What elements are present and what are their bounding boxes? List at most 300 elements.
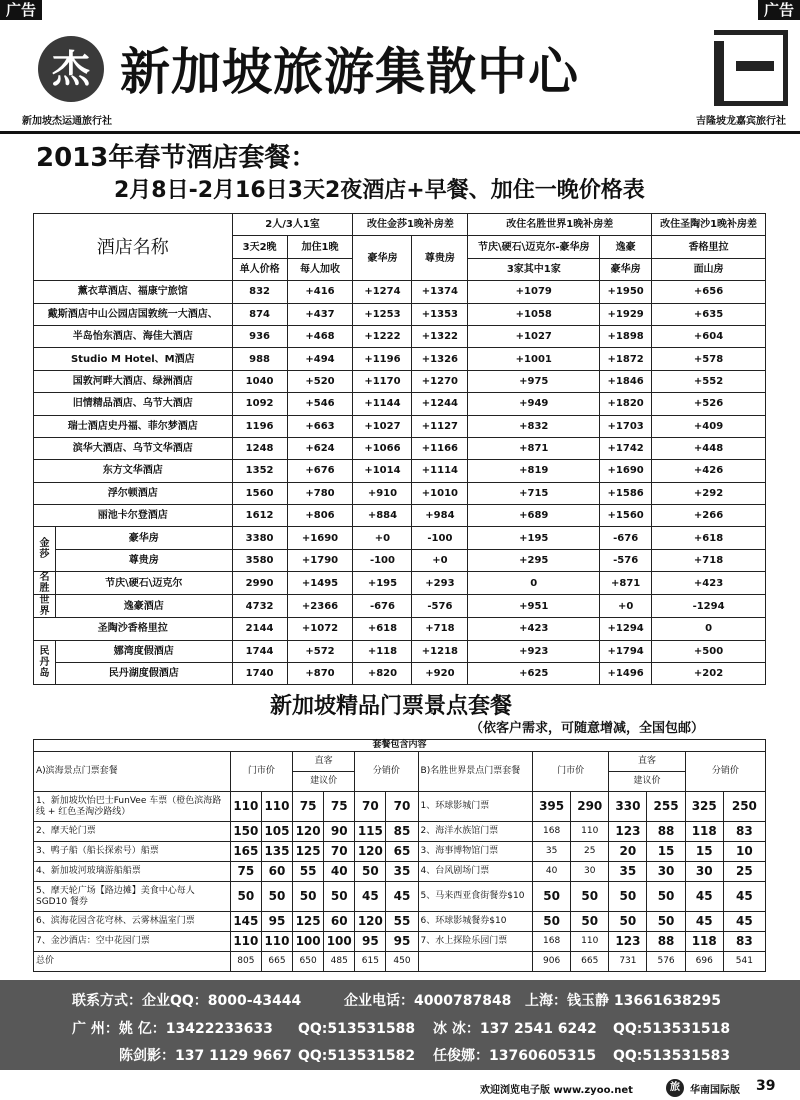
package-b-item: 7、水上探险乐园门票: [418, 932, 532, 952]
hotel-name-cell: 浮尔顿酒店: [34, 482, 233, 504]
table-cell: +689: [468, 505, 600, 527]
a-title: A)滨海景点门票套餐: [34, 752, 231, 792]
package-b-item: 5、马来西亚食街餐券$10: [418, 882, 532, 912]
a-direct: 直客: [293, 752, 355, 772]
table-cell: 10: [723, 842, 765, 862]
page-title: 新加坡旅游集散中心: [120, 43, 579, 101]
table-cell: +1703: [600, 415, 652, 437]
table-cell: +1690: [287, 527, 353, 549]
table-cell: 250: [723, 792, 765, 822]
group-label-cell: 民丹岛: [34, 640, 56, 685]
table-cell: 45: [386, 882, 418, 912]
table-cell: 90: [324, 822, 355, 842]
table-cell: +656: [652, 281, 766, 303]
table-cell: 120: [355, 842, 386, 862]
table-row: [34, 460, 766, 482]
table-cell: 110: [230, 792, 261, 822]
contact-line2-a: 广 州：姚 亿：13422233633: [72, 1021, 273, 1037]
table-cell: 45: [685, 882, 723, 912]
table-cell: 35: [609, 862, 647, 882]
table-cell: 110: [571, 822, 609, 842]
table-cell: -576: [412, 595, 468, 618]
table-cell: 83: [723, 822, 765, 842]
table-row: [34, 370, 766, 392]
contact-line1-c: 上海：钱玉静 13661638295: [525, 993, 722, 1009]
table-cell: +118: [353, 640, 412, 662]
table-cell: +1846: [600, 370, 652, 392]
hotel-name-cell: 瑞士酒店史丹福、菲尔梦酒店: [34, 415, 233, 437]
table-row: [34, 437, 766, 459]
table-cell: 75: [293, 792, 324, 822]
table-cell: +1014: [353, 460, 412, 482]
package-b-item: 4、台风剧场门票: [418, 862, 532, 882]
magazine-name: 华南国际版: [690, 1085, 740, 1096]
table-cell: +423: [468, 618, 600, 640]
table-row: [34, 393, 766, 415]
package-a-item: 4、新加坡河玻璃游船船票: [34, 862, 231, 882]
section-title-hotel: 2013年春节酒店套餐：: [36, 143, 317, 173]
table-cell: +1027: [353, 415, 412, 437]
table-cell: 1740: [232, 663, 287, 685]
table-cell: 100: [293, 932, 324, 952]
contact-line3-b: QQ:513531582: [298, 1048, 416, 1064]
hotel-name-cell: 豪华房: [55, 527, 232, 549]
table-cell: 450: [386, 952, 418, 972]
table-cell: +572: [287, 640, 353, 662]
table-cell: 30: [685, 862, 723, 882]
table-cell: 30: [647, 862, 685, 882]
table-cell: 35: [386, 862, 418, 882]
table-cell: 3580: [232, 549, 287, 571]
table-cell: 150: [230, 822, 261, 842]
table-cell: 110: [571, 932, 609, 952]
table-cell: +266: [652, 505, 766, 527]
contact-line3-d: QQ:513531583: [613, 1048, 731, 1064]
contact-line3-c: 任俊娜：13760605315: [433, 1048, 597, 1064]
table-cell: 50: [324, 882, 355, 912]
table-cell: 110: [261, 932, 292, 952]
hotel-name-cell: 尊贵房: [55, 549, 232, 571]
table-row: [34, 932, 766, 952]
th-sentosa: 改住圣陶沙1晚补房差: [652, 214, 766, 236]
table-cell: 40: [533, 862, 571, 882]
table-cell: +1872: [600, 348, 652, 370]
table-cell: 50: [293, 882, 324, 912]
table-cell: +1072: [287, 618, 353, 640]
table-cell: +1898: [600, 325, 652, 347]
footer-website[interactable]: 欢迎浏览电子版 www.zyoo.net: [480, 1085, 633, 1096]
table-cell: 25: [571, 842, 609, 862]
table-cell: 35: [533, 842, 571, 862]
table-cell: 1560: [232, 482, 287, 504]
package-a-item: 3、鸭子船（船长探索号）船票: [34, 842, 231, 862]
total-label: 总价: [34, 952, 231, 972]
table-cell: +1790: [287, 549, 353, 571]
table-row: [34, 912, 766, 932]
table-cell: +1560: [600, 505, 652, 527]
table-cell: +409: [652, 415, 766, 437]
package-b-item: 6、环球影城餐券$10: [418, 912, 532, 932]
agency-right: 吉隆坡龙嘉宾旅行社: [696, 116, 786, 127]
table-cell: 15: [647, 842, 685, 862]
hotel-name-cell: 娜湾度假酒店: [55, 640, 232, 662]
package-a-item: 7、金沙酒店：空中花园门票: [34, 932, 231, 952]
table-cell: 50: [647, 912, 685, 932]
table-cell: 75: [230, 862, 261, 882]
table-cell: +806: [287, 505, 353, 527]
table-cell: 665: [571, 952, 609, 972]
table-cell: 874: [232, 303, 287, 325]
table-cell: 120: [293, 822, 324, 842]
table-cell: 45: [355, 882, 386, 912]
table-cell: 168: [533, 932, 571, 952]
table-cell: 95: [355, 932, 386, 952]
table-cell: 60: [324, 912, 355, 932]
table-cell: +832: [468, 415, 600, 437]
table-cell: 1248: [232, 437, 287, 459]
table-cell: 50: [609, 912, 647, 932]
table-cell: 70: [386, 792, 418, 822]
table-cell: 145: [230, 912, 261, 932]
table-cell: +624: [287, 437, 353, 459]
table-cell: 50: [609, 882, 647, 912]
package-b-item: 3、海事博物馆门票: [418, 842, 532, 862]
table-cell: +984: [412, 505, 468, 527]
th-yihao-2: 豪华房: [600, 258, 652, 280]
table-cell: 88: [647, 932, 685, 952]
table-cell: +1794: [600, 640, 652, 662]
hotel-name-cell: 半岛怡东酒店、海佳大酒店: [34, 325, 233, 347]
table-cell: 105: [261, 822, 292, 842]
table-row: [34, 882, 766, 912]
table-cell: 485: [324, 952, 355, 972]
table-cell: 696: [685, 952, 723, 972]
table-cell: +870: [287, 663, 353, 685]
th-shangri-2: 面山房: [652, 258, 766, 280]
table-row: [34, 505, 766, 527]
table-cell: 3380: [232, 527, 287, 549]
table-cell: +448: [652, 437, 766, 459]
table-row: [34, 303, 766, 325]
table-cell: 1744: [232, 640, 287, 662]
th-jinsha: 改住金莎1晚补房差: [353, 214, 468, 236]
table-cell: +1294: [600, 618, 652, 640]
table-cell: 118: [685, 932, 723, 952]
table-cell: -576: [600, 549, 652, 571]
table-cell: 395: [533, 792, 571, 822]
blank-cell: [418, 952, 532, 972]
package-a-item: 1、新加坡坎怡巴士FunVee 车票（橙色滨海路线 + 红色圣淘沙路线）: [34, 792, 231, 822]
table-cell: +1929: [600, 303, 652, 325]
table-cell: +1253: [353, 303, 412, 325]
table-cell: 110: [261, 792, 292, 822]
th-price: 3天2晚: [232, 236, 287, 258]
package-a-item: 2、摩天轮门票: [34, 822, 231, 842]
table-cell: +520: [287, 370, 353, 392]
table-cell: -676: [353, 595, 412, 618]
b-direct: 直客: [609, 752, 685, 772]
table-cell: +715: [468, 482, 600, 504]
table-cell: +416: [287, 281, 353, 303]
contact-line2-c: 冰 冰：137 2541 6242: [433, 1021, 597, 1037]
hotel-name-cell: 节庆\硬石\迈克尔: [55, 572, 232, 595]
table-cell: 75: [324, 792, 355, 822]
th-rws-a: 节庆\硬石\迈克尔-豪华房: [468, 236, 600, 258]
table-cell: -676: [600, 527, 652, 549]
table-cell: +1496: [600, 663, 652, 685]
table-cell: 50: [647, 882, 685, 912]
table-cell: +1218: [412, 640, 468, 662]
table-cell: 65: [386, 842, 418, 862]
contact-line1-b: 企业电话：4000787848: [344, 993, 512, 1009]
table-row: [34, 527, 766, 549]
table-row: [34, 348, 766, 370]
table-cell: +871: [468, 437, 600, 459]
table-cell: 70: [355, 792, 386, 822]
table-cell: 832: [232, 281, 287, 303]
table-cell: 125: [293, 912, 324, 932]
b-dist: 分销价: [685, 752, 765, 792]
table-row: [34, 482, 766, 504]
table-cell: +1127: [412, 415, 468, 437]
table-cell: +871: [600, 572, 652, 595]
table-cell: 120: [355, 912, 386, 932]
table-cell: +293: [412, 572, 468, 595]
table-cell: 50: [571, 882, 609, 912]
table-cell: +468: [287, 325, 353, 347]
table-cell: 83: [723, 932, 765, 952]
table-cell: +975: [468, 370, 600, 392]
table-row: [34, 572, 766, 595]
contact-line3-a: 陈剑影：137 1129 9667: [119, 1048, 292, 1064]
package-b-item: 2、海洋水族馆门票: [418, 822, 532, 842]
table-cell: +546: [287, 393, 353, 415]
table-cell: 0: [468, 572, 600, 595]
table-row: [34, 663, 766, 685]
th-rws: 改住名胜世界1晚补房差: [468, 214, 652, 236]
table-cell: +884: [353, 505, 412, 527]
ad-label-right: 广告: [758, 0, 800, 20]
table-cell: +1586: [600, 482, 652, 504]
table-cell: 665: [261, 952, 292, 972]
th-price-2: 单人价格: [232, 258, 287, 280]
table-row: [34, 415, 766, 437]
table-cell: +1170: [353, 370, 412, 392]
table-cell: 168: [533, 822, 571, 842]
magazine-logo-icon: 旅: [666, 1079, 684, 1097]
table-cell: +1079: [468, 281, 600, 303]
table-row: [34, 640, 766, 662]
table-cell: 805: [230, 952, 261, 972]
table-cell: +1244: [412, 393, 468, 415]
package-a-item: 5、摩天轮广场【路边摊】美食中心每人 SGD10 餐券: [34, 882, 231, 912]
hotel-name-cell: 戴斯酒店中山公园店国敦统一大酒店、: [34, 303, 233, 325]
group-label-cell: 世界: [34, 595, 56, 618]
table-cell: +910: [353, 482, 412, 504]
table-cell: +618: [353, 618, 412, 640]
th-room: 2人/3人1室: [232, 214, 353, 236]
table-row: [34, 842, 766, 862]
footer: [0, 1073, 800, 1100]
table-cell: 1040: [232, 370, 287, 392]
table-cell: 0: [652, 618, 766, 640]
table-cell: 20: [609, 842, 647, 862]
table-row: [34, 618, 766, 640]
b-direct-2: 建议价: [609, 772, 685, 792]
table-cell: +676: [287, 460, 353, 482]
table-cell: +423: [652, 572, 766, 595]
hotel-name-cell: 旧情精品酒店、乌节大酒店: [34, 393, 233, 415]
table-cell: 255: [647, 792, 685, 822]
table-cell: +1166: [412, 437, 468, 459]
table-cell: 45: [723, 912, 765, 932]
table-cell: 50: [533, 912, 571, 932]
table-cell: +1353: [412, 303, 468, 325]
table-cell: +195: [468, 527, 600, 549]
table-cell: +923: [468, 640, 600, 662]
table-cell: 123: [609, 822, 647, 842]
table-cell: +292: [652, 482, 766, 504]
table-cell: 25: [723, 862, 765, 882]
table-row: [34, 822, 766, 842]
table-cell: +1495: [287, 572, 353, 595]
table-cell: 731: [609, 952, 647, 972]
table-cell: +295: [468, 549, 600, 571]
hotel-name-cell: 东方文华酒店: [34, 460, 233, 482]
table-cell: 650: [293, 952, 324, 972]
table-row: [34, 595, 766, 618]
table-cell: +635: [652, 303, 766, 325]
table-cell: 50: [571, 912, 609, 932]
b-gate: 门市价: [533, 752, 609, 792]
table-cell: 615: [355, 952, 386, 972]
table-cell: -100: [353, 549, 412, 571]
table-cell: 135: [261, 842, 292, 862]
table-cell: 165: [230, 842, 261, 862]
package-a-item: 6、滨海花园含花穹林、云雾林温室门票: [34, 912, 231, 932]
table-cell: 290: [571, 792, 609, 822]
table-cell: +920: [412, 663, 468, 685]
table-cell: 1196: [232, 415, 287, 437]
table-cell: 325: [685, 792, 723, 822]
table-cell: 15: [685, 842, 723, 862]
table-cell: +1742: [600, 437, 652, 459]
th-shangri: 香格里拉: [652, 236, 766, 258]
header: [0, 22, 800, 132]
table-cell: 906: [533, 952, 571, 972]
table-cell: +1196: [353, 348, 412, 370]
table-cell: +1326: [412, 348, 468, 370]
table-cell: +0: [600, 595, 652, 618]
ad-label-left: 广告: [0, 0, 42, 20]
table-cell: +625: [468, 663, 600, 685]
table-cell: 125: [293, 842, 324, 862]
package-b-item: 1、环球影城门票: [418, 792, 532, 822]
th-extra: 加住1晚: [287, 236, 353, 258]
th-extra-2: 每人加收: [287, 258, 353, 280]
table-row: [34, 862, 766, 882]
table-cell: +1066: [353, 437, 412, 459]
hotel-name-cell: 国敦河畔大酒店、绿洲酒店: [34, 370, 233, 392]
table-cell: +1374: [412, 281, 468, 303]
table-cell: +951: [468, 595, 600, 618]
table-row: [34, 281, 766, 303]
table-cell: 1612: [232, 505, 287, 527]
table-cell: -100: [412, 527, 468, 549]
table-cell: 4732: [232, 595, 287, 618]
table-cell: 45: [685, 912, 723, 932]
table-cell: 100: [324, 932, 355, 952]
table-cell: +663: [287, 415, 353, 437]
table-cell: 95: [386, 932, 418, 952]
table-cell: +718: [412, 618, 468, 640]
section-title-tickets: 新加坡精品门票景点套餐: [270, 694, 513, 719]
table-cell: +0: [353, 527, 412, 549]
th-yihao: 逸豪: [600, 236, 652, 258]
table-cell: 576: [647, 952, 685, 972]
table-cell: 50: [533, 882, 571, 912]
table-cell: +1010: [412, 482, 468, 504]
total-row: [34, 952, 766, 972]
table-cell: +604: [652, 325, 766, 347]
table-cell: 1352: [232, 460, 287, 482]
section-note-tickets: （依客户需求，可随意增减，全国包邮）: [470, 721, 705, 736]
a-direct-2: 建议价: [293, 772, 355, 792]
page-number: 39: [756, 1078, 776, 1094]
table-cell: +1058: [468, 303, 600, 325]
th-rws-b: 3家其中1家: [468, 258, 600, 280]
contact-line2-b: QQ:513531588: [298, 1021, 416, 1037]
table-cell: +426: [652, 460, 766, 482]
hotel-name-cell: 民丹湖度假酒店: [55, 663, 232, 685]
section-subtitle-hotel: 2月8日-2月16日3天2夜酒店+早餐、加住一晚价格表: [114, 178, 645, 203]
table-cell: 88: [647, 822, 685, 842]
table-cell: 936: [232, 325, 287, 347]
th-premium: 尊贵房: [412, 236, 468, 281]
table-cell: 70: [324, 842, 355, 862]
table-cell: +780: [287, 482, 353, 504]
table-cell: +1001: [468, 348, 600, 370]
table-cell: +949: [468, 393, 600, 415]
divider: [0, 131, 800, 134]
table-cell: +0: [412, 549, 468, 571]
table-cell: 50: [261, 882, 292, 912]
table-cell: +494: [287, 348, 353, 370]
hotel-name-cell: 圣陶沙香格里拉: [34, 618, 233, 640]
table-cell: +578: [652, 348, 766, 370]
table-cell: 55: [293, 862, 324, 882]
b-title: B)名胜世界景点门票套餐: [418, 752, 532, 792]
table-cell: 123: [609, 932, 647, 952]
table-cell: 110: [230, 932, 261, 952]
table-cell: 118: [685, 822, 723, 842]
logo-icon: 杰: [38, 36, 104, 102]
table-cell: 85: [386, 822, 418, 842]
hotel-name-cell: 逸豪酒店: [55, 595, 232, 618]
table-cell: +1950: [600, 281, 652, 303]
ticket-package-table: [33, 739, 766, 972]
group-label-cell: 名胜: [34, 572, 56, 595]
f-logo-icon: [714, 30, 788, 106]
table-cell: 2144: [232, 618, 287, 640]
table-cell: +195: [353, 572, 412, 595]
table-cell: 95: [261, 912, 292, 932]
table-cell: 50: [355, 862, 386, 882]
table-row: [34, 325, 766, 347]
contact-line1-a: 联系方式：企业QQ：8000-43444: [72, 993, 302, 1009]
table-cell: +820: [353, 663, 412, 685]
table-cell: +202: [652, 663, 766, 685]
